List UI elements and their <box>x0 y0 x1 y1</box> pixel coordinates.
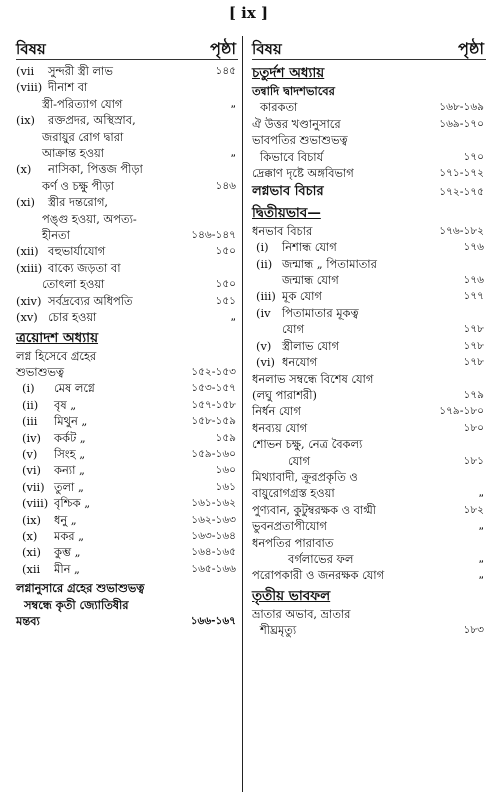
toc-entry <box>252 420 486 436</box>
entry-text: মীন „ <box>54 561 80 576</box>
entry-text-line: ভ্রাতার অভাব, ভ্রাতার <box>252 606 351 621</box>
entry-label: (xii <box>22 561 41 576</box>
entry-text-line: যোগ <box>288 453 310 468</box>
entry-text-line: স্ত্রী-পরিত্যাগ যোগ <box>42 96 123 111</box>
entry-label: (viii) <box>16 80 43 95</box>
toc-entry <box>252 535 486 568</box>
entry-page-number: „ <box>230 97 236 110</box>
section-heading-14: চতুর্দশ অধ্যায় <box>252 65 325 81</box>
entry-page-number: ১৬২-১৬৩ <box>191 513 236 526</box>
entry-page-number: ১৭৬ <box>463 274 484 287</box>
entry-text-line: পুণ্যবান, কুটুম্বরক্ষক ও বাগ্মী <box>252 502 376 517</box>
entry-page-number: ১৪৬-১৪৭ <box>191 229 236 242</box>
entry-text-line: মিথ্যাবাদী, ক্রূরপ্রকৃতি ও <box>252 469 358 484</box>
entry-text-line: জরায়ুর রোগ দ্বারা <box>42 129 124 144</box>
entry-text: সুন্দরী স্ত্রী লাভ <box>48 64 113 78</box>
entry-page-number: ১৫১ <box>215 294 236 307</box>
entry-label: (vi) <box>256 355 275 370</box>
entry-text-line: জন্মান্ধ যোগ <box>282 273 339 288</box>
entry-page-number: ১৭৮ <box>463 323 484 336</box>
entry-text: তুলা „ <box>54 479 84 494</box>
toc-entry <box>16 260 238 293</box>
entry-page-number: ১৭৬ <box>463 241 484 254</box>
entry-label: (iii) <box>256 289 276 304</box>
entry-page-number: ১৭৯-১৮০ <box>439 405 484 418</box>
right-subject-heading: বিষয় <box>252 40 282 58</box>
entry-label: (v) <box>256 338 272 353</box>
lagna-entry <box>16 413 238 429</box>
entry-text-line <box>252 338 486 354</box>
entry-text-line <box>252 354 486 370</box>
entry-text-line: আক্রান্ত হওয়া <box>42 146 104 161</box>
lagna-intro: লগ্ন হিসেবে গ্রহের <box>16 348 97 363</box>
entry-label: (iv <box>256 305 271 320</box>
toc-entry <box>252 502 486 518</box>
entry-text-line: সম্বন্ধে কৃতী জ্যোতিষীর <box>24 597 129 612</box>
lagna-entry <box>16 397 238 413</box>
entry-text: লগ্নভাব বিচার <box>252 184 324 200</box>
entry-label: (iv) <box>22 430 41 445</box>
entry-text-line: বায়ুরোগগ্রস্ত হওয়া <box>252 486 335 501</box>
left-subject-heading: বিষয় <box>16 40 46 58</box>
toc-entry <box>16 293 238 309</box>
entry-text: কুম্ভ „ <box>54 545 81 560</box>
entry-page-number: ১৮০ <box>463 421 484 434</box>
entry-text: বাক্যে জড়তা বা <box>48 260 121 275</box>
entry-label: (i) <box>22 381 35 396</box>
entry-label: (ix) <box>16 113 35 128</box>
entry-text: সিংহ „ <box>54 446 86 461</box>
entry-page-number: ১৫৭-১৫৮ <box>191 398 236 411</box>
entry-text: পিতামাতার মূকত্ব <box>282 305 359 320</box>
entry-text-line: বর্গলাভের ফল <box>288 551 354 566</box>
entry-page-number: ১৮২ <box>463 503 484 516</box>
entry-label: (x) <box>16 162 32 177</box>
entry-page-number: ১৬৬-১৬৭ <box>190 615 236 627</box>
lagna-entry <box>16 380 238 396</box>
entry-text: ধনযোগ <box>282 355 318 370</box>
entry-text-line <box>16 293 238 309</box>
toc-entry <box>252 469 486 502</box>
toc-entry <box>16 194 238 243</box>
final-entry <box>16 580 238 629</box>
entry-text-line: ভুবনপ্রতাপীযোগ <box>252 519 327 534</box>
toc-entry <box>16 161 238 194</box>
entry-label: (vii <box>16 64 35 78</box>
entry-text-line <box>16 462 238 478</box>
entry-text: দীনাশ বা <box>48 80 88 95</box>
entry-text: ধনু „ <box>54 512 77 527</box>
entry-page-number: ১৬১ <box>215 480 236 493</box>
toc-entry <box>252 403 486 419</box>
entry-text: মকর „ <box>54 528 85 543</box>
entry-text-line <box>16 479 238 495</box>
right-column <box>252 36 486 639</box>
entry-text: স্ত্রীলাভ যোগ <box>282 338 339 353</box>
entry-text-line: ধনপতির পারাবাত <box>252 535 334 550</box>
entry-page-number: ১৬৩-১৬৪ <box>191 529 236 542</box>
yoga-entry <box>252 305 486 338</box>
entry-page-number: ১৪৬ <box>215 179 236 192</box>
entry-text-line: কিভাবে বিচার্য <box>260 149 324 164</box>
toc-entry <box>16 63 238 79</box>
toc-entry <box>16 309 238 325</box>
toc-entry <box>252 165 486 181</box>
entry-text: রক্তপ্রদর, অস্থিস্রাব, <box>48 113 136 128</box>
entry-page-number: ১৬৮-১৬৯ <box>439 101 484 114</box>
entry-page-number: ১৬৪-১৬৫ <box>191 546 236 559</box>
lagnabhav-entry <box>252 184 486 200</box>
entry-text: সর্বদ্রব্যের অধিপতি <box>48 293 133 308</box>
entry-text-line: ভাবপতির শুভাশুভত্ব <box>252 133 348 148</box>
entry-label: (v) <box>22 446 38 461</box>
entry-text: নাসিকা, পিত্তজ পীড়া <box>48 162 143 177</box>
entry-text-line <box>16 260 238 276</box>
entry-page-number: ১৬০ <box>215 464 236 477</box>
entry-label: (ii) <box>22 397 39 412</box>
entry-text: মূক যোগ <box>282 289 322 304</box>
entry-page-number: ১৫০ <box>215 245 236 258</box>
entry-page-number: ১৭১-১৭২ <box>439 167 484 180</box>
left-column <box>16 36 238 629</box>
lagna-intro-entry <box>16 364 238 380</box>
entry-text-line: শোভন চক্ষু, নেত্র বৈকল্য <box>252 437 363 452</box>
entry-text-line <box>16 430 238 446</box>
dhanabhav-entry <box>252 223 486 239</box>
entry-text: স্ত্রীর দন্তরোগ, <box>48 195 109 210</box>
section-heading-13: ত্রয়োদশ অধ্যায় <box>16 329 99 346</box>
entry-page-number: „ <box>230 311 236 324</box>
entry-text-line: হীনতা <box>42 228 70 243</box>
entry-text-line <box>252 305 486 321</box>
entry-text-line: তোৎলা হওয়া <box>42 277 105 292</box>
entry-page-number: ১৭৮ <box>463 356 484 369</box>
entry-label: (vi) <box>22 463 41 478</box>
entry-text-line <box>16 309 238 325</box>
lagna-entry <box>16 430 238 446</box>
toc-entry <box>16 112 238 161</box>
entry-label: (ii) <box>256 256 273 271</box>
entry-text: ধনভাব বিচার <box>252 223 313 238</box>
entry-text: বৃশ্চিক „ <box>54 496 91 511</box>
entry-text-line: (লঘু পারাশরী) <box>252 387 317 402</box>
entry-page-number: „ <box>230 147 236 160</box>
entry-text-line <box>16 161 238 177</box>
entry-page-number: ১৫৯-১৬০ <box>191 447 236 460</box>
entry-page-number: ১৫৯ <box>215 431 236 444</box>
right-column-header <box>252 36 486 60</box>
yoga-entry <box>252 354 486 370</box>
yoga-entry <box>252 256 486 289</box>
lagna-entry <box>16 462 238 478</box>
entry-text-line <box>16 194 238 210</box>
toc-entry <box>252 116 486 132</box>
toc-entry <box>252 132 486 165</box>
left-column-header <box>16 36 238 60</box>
entry-text-line: লগ্নানুসারে গ্রহের শুভাশুভত্ব <box>16 581 145 596</box>
column-divider <box>242 36 243 792</box>
entry-page-number: „ <box>478 487 484 500</box>
entry-page-number: ১৬১-১৬২ <box>191 497 236 510</box>
toc-entry <box>252 436 486 469</box>
page-number: [ ix ] <box>228 4 269 22</box>
yoga-entry <box>252 239 486 255</box>
toc-entry <box>252 606 486 639</box>
entry-label: (xi) <box>22 545 41 560</box>
entry-text: মেষ লগ্নে <box>54 381 95 396</box>
left-header-underline <box>16 59 238 60</box>
entry-text-line: ধনলাভ সম্বন্ধে বিশেষ যোগ <box>252 371 374 386</box>
entry-text-line <box>252 288 486 304</box>
subsection-title: তন্বাদি দ্বাদশভাবের <box>252 84 335 98</box>
entry-text-line <box>16 243 238 259</box>
lagna-entry <box>16 528 238 544</box>
entry-page-number: ১৮৩ <box>463 624 484 637</box>
entry-label: (xv) <box>16 310 38 325</box>
entry-text-line: নির্ধন যোগ <box>252 404 301 419</box>
lagna-entry <box>16 495 238 511</box>
entry-label: (xii) <box>16 244 39 259</box>
entry-page-number: „ <box>478 552 484 565</box>
entry-text-line: ঐ উত্তর খণ্ডানুসারে <box>252 116 341 131</box>
entry-label: (xi) <box>16 195 35 210</box>
toc-entry <box>16 79 238 112</box>
right-header-underline <box>252 59 486 60</box>
entry-text-line <box>252 256 486 272</box>
section-heading-second-bhav: দ্বিতীয়ভাব— <box>252 204 321 221</box>
entry-page-number: ১৭৯ <box>463 388 484 401</box>
entry-text-line: দ্রেক্কাণ দৃষ্টে অঙ্গবিভাগ <box>252 166 354 181</box>
yoga-entry <box>252 288 486 304</box>
entry-text-line: যোগ <box>282 322 304 337</box>
entry-page-number: ১৫২-১৫৩ <box>191 365 236 378</box>
entry-text-line: শীঘ্রমৃত্যু <box>260 623 297 638</box>
entry-label: (viii) <box>22 496 49 511</box>
entry-page-number: ১৮১ <box>463 454 484 467</box>
lagna-entry <box>16 561 238 577</box>
entry-text-line: পরোপকারী ও জনরক্ষক যোগ <box>252 568 385 583</box>
entry-text-line: কর্ণ ও চক্ষু পীড়া <box>42 178 114 193</box>
entry-text: চোর হওয়া <box>48 310 97 325</box>
entry-text: কন্যা „ <box>54 463 85 478</box>
entry-page-number: ১৫০ <box>215 278 236 291</box>
entry-page-number: ১৭৬-১৮২ <box>439 224 484 237</box>
entry-text-line <box>16 63 238 79</box>
entry-page-number: ১৭৭ <box>463 290 484 303</box>
entry-label: (i) <box>256 240 269 255</box>
lagna-entry <box>16 512 238 528</box>
entry-label: (iii <box>22 414 38 429</box>
entry-text: বহুভার্যাযোগ <box>48 244 106 259</box>
lagna-entry <box>16 544 238 560</box>
lagna-entry <box>16 446 238 462</box>
entry-page-number: ১৬৫-১৬৬ <box>191 562 236 575</box>
entry-label: (xiii) <box>16 260 43 275</box>
entry-label: (ix) <box>22 512 41 527</box>
entry-text-line: পঙ্গু হওয়া, অপত্য- <box>42 211 137 226</box>
entry-label: (xiv) <box>16 293 42 308</box>
entry-page-number: ১৭৮ <box>463 339 484 352</box>
entry-text: শুভাশুভত্ব <box>16 364 64 379</box>
toc-entry <box>252 518 486 534</box>
entry-page-number: ১৫৮-১৫৯ <box>191 415 236 428</box>
entry-text: নিশান্ধ যোগ <box>282 240 337 255</box>
entry-text-line: ধনব্যয় যোগ <box>252 420 308 435</box>
entry-page-number: ১৭০ <box>463 150 484 163</box>
entry-text-line <box>16 112 238 128</box>
entry-page-number: ১৪৫ <box>215 65 236 77</box>
entry-text: জন্মান্ধ „ পিতামাতার <box>282 256 377 271</box>
entry-page-number: ১৬৯-১৭০ <box>439 117 484 130</box>
entry-label: (vii) <box>22 479 45 494</box>
right-page-heading: পৃষ্ঠা <box>458 39 484 58</box>
entry-text-line <box>16 79 238 95</box>
entry-page-number: „ <box>478 520 484 533</box>
toc-entry <box>252 371 486 404</box>
toc-entry <box>252 567 486 583</box>
section-heading-third-bhav: তৃতীয় ভাবফল <box>252 587 331 604</box>
toc-entry <box>252 99 486 115</box>
left-page-heading: পৃষ্ঠা <box>210 39 236 58</box>
entry-text: কর্কট „ <box>54 430 86 445</box>
entry-text: মিথুন „ <box>54 414 88 429</box>
entry-text-line <box>252 239 486 255</box>
entry-label: (x) <box>22 528 38 543</box>
entry-page-number: ১৭২-১৭৫ <box>439 186 484 199</box>
toc-entry <box>16 243 238 259</box>
entry-text-line: মন্তব্য <box>16 614 40 628</box>
entry-page-number: ১৫৩-১৫৭ <box>191 382 236 395</box>
entry-page-number: „ <box>478 569 484 582</box>
yoga-entry <box>252 338 486 354</box>
lagna-entry <box>16 479 238 495</box>
entry-text-line: কারকতা <box>260 100 298 115</box>
entry-text: বৃষ „ <box>54 397 77 412</box>
